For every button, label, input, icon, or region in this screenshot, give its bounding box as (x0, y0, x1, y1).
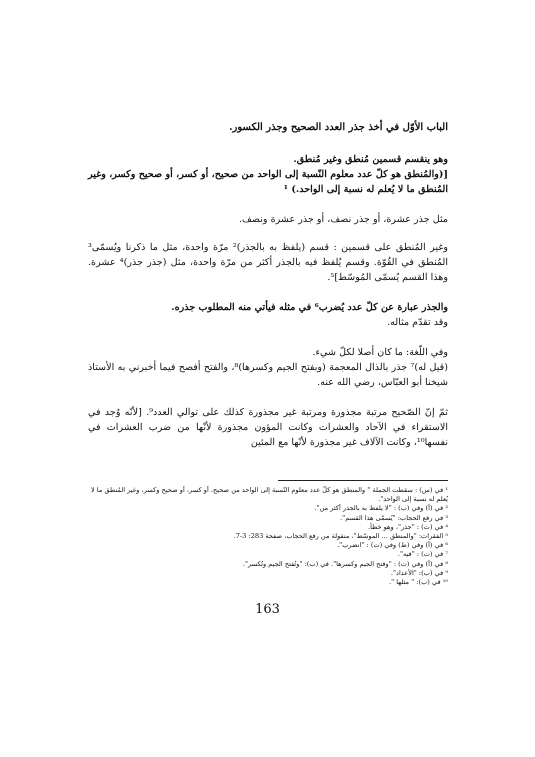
paragraph-definition-body: [(والمُنطق هو كلّ عدد معلوم النّسبة إلى الواحد من صحيح، أو كسر، أو صحيح وكسر، وغير المُنطق ما لا يُعلم له نسبة إلى الواحد.) ¹ (88, 169, 448, 195)
footnote-item: ¹ في (س) : سقطت الجملة " والمنطق هو كلّ عدد معلوم النّسبة إلى الواحد من صحيح، أو كسر، أو صحيح وكسر، وغير المُنطق ما لا يُعلم له نسبة إلى الواحد". (91, 486, 448, 504)
footnote-separator (278, 480, 448, 481)
paragraph-irrational-types: وغير المُنطق على قسمين : قسم (يلفظ به بالجذر)² مرّة واحدة، مثل ما ذكرنا ويُسمّى³ المُنطق في القُوّة. وقسم يُلفظ فيه بالجذر أكثر من مرّة واحدة، مثل (جذر جذر)⁴ عشرة. وهذا القسم يُسمّى المُوسّط]⁵. (88, 242, 449, 283)
paragraph-linguistic-line2: (قيل له)⁷ جذر بالذال المعجمة (وبفتح الجيم وكسرها)⁸، والفتح أفصح فيما أخبرني به الأستاذ شيخنا أبو العبّاس، رضي الله عنه. (88, 362, 448, 388)
footnote-item: ⁵ الفقرات: "والمنطق ... الموسّط"، منقولة من رفع الحجاب، صفحة 283: 3-7. (233, 532, 448, 541)
page-number: 163 (255, 602, 280, 617)
paragraph-examples: مثل جذر عشرة، أو جذر نصف، أو جذر عشرة ونصف. (238, 214, 448, 225)
footnote-item: ³ في رفع الحجاب: "يُسمّى هذا القسم". (340, 513, 448, 522)
section-title: الباب الأوّل في أخذ جذر العدد الصحيح وجذر الكسور. (229, 122, 448, 133)
footnote-item: ⁶ في (أ) وفي (ط) وفي (ت) : "انضرب". (337, 541, 448, 550)
paragraph-ranks: ثمّ إنّ الصّحيح مرتبة مجذورة ومرتبة غير مجذورة كذلك على توالي العدد⁹. [لأنّه وُجد في الاستقراء في الآحاد والعشرات وكانت المؤون مجذورة لأنّها من ضرب العشرات في نفسها¹⁰، وكانت الآلاف غير مجذورة لأنّها مع المئين (88, 407, 448, 448)
footnote-item: ⁸ في (أ) وفي (ت) : "وفتح الجيم وكسرها". في (ب): "وتُفتح الجيم وتُكسر". (242, 559, 448, 568)
footnote-item: ¹⁰ في (ب): " مثلها ". (389, 578, 448, 587)
footnotes (88, 486, 448, 587)
paragraph-root-definition-bold: والجذر عبارة عن كلّ عدد يُضرب⁶ في مثله فيأتي منه المطلوب جذره. (171, 302, 448, 313)
paragraph-linguistic (88, 345, 448, 390)
paragraph-definition-intro: وهو ينقسم قسمين مُنطق وغير مُنطق. (293, 154, 448, 165)
paragraph-definition (88, 152, 448, 197)
paragraph-root-definition (88, 300, 448, 330)
paragraph-root-definition-note: وقد تقدّم مثاله. (387, 317, 448, 328)
footnote-item: ⁴ في (ت) : "جذر"، وهو خطأ. (367, 522, 448, 531)
footnote-item: ⁷ في (ت) : "فيه". (397, 550, 448, 559)
footnote-item: ⁹ في (ب): "الأعداد". (390, 568, 448, 577)
paragraph-linguistic-line1: وفي اللّغة: ما كان أصلا لكلّ شيء. (312, 347, 448, 358)
footnote-item: ² في (أ) وفي (ب) : "لا يلفظ به بالجذر أكثر من". (314, 504, 448, 513)
